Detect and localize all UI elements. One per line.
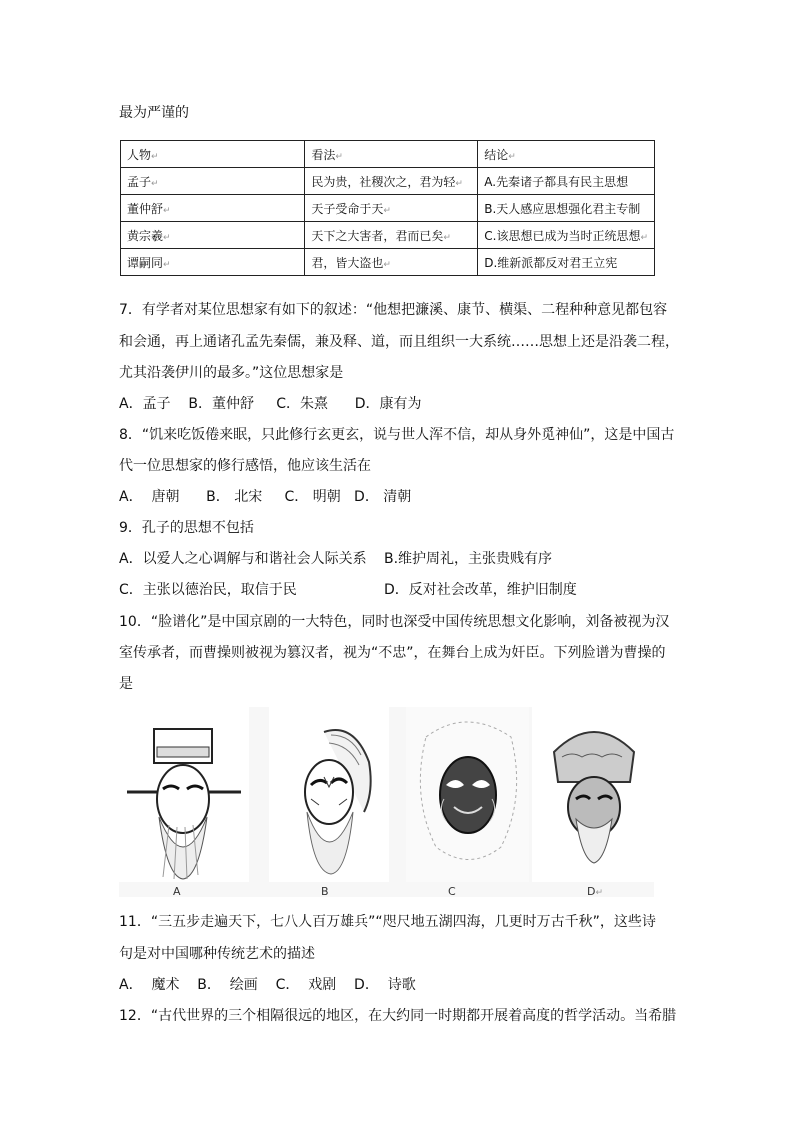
q10-line2: 室传承者，而曹操则被视为篡汉者，视为“不忠”，在舞台上成为奸臣。下列脸谱为曹操的 [119,645,666,661]
q7-line1: 7．有学者对某位思想家有如下的叙述：“他想把濂溪、康节、横渠、二程种种意见都包容 [119,302,668,318]
q9-line1: 9．孔子的思想不包括 [119,520,254,536]
opera-mask-c-image [406,707,529,882]
q10-line3: 是 [119,676,133,692]
q8-line1: 8．“饥来吃饭倦来眠，只此修行玄更玄，说与世人浑不信，却从身外觅神仙”，这是中国古 [119,427,675,443]
table-cell: A.先秦诸子都具有民主思想 [484,174,629,189]
thinker-table [120,140,655,276]
opera-mask-a-image [119,707,249,882]
table-cell: C.该思想已成为当时正统思想 [484,228,641,243]
q8-options: A． 唐朝 B． 北宋 C． 明朝 D． 清朝 [119,489,412,505]
table-header-cell: 看法 [311,147,336,162]
table-header-cell: 结论 [484,147,509,162]
opera-mask-d-image [532,707,654,882]
q8-line2: 代一位思想家的修行感悟，他应该生活在 [119,458,371,474]
q7-options: A．孟子 B．董仲舒 C．朱熹 D．康有为 [119,396,422,412]
q9-option-a: A．以爱人之心调解与和谐社会人际关系 [119,551,367,567]
table-row: 孟子↵ 民为贵，社稷次之，君为轻↵ A.先秦诸子都具有民主思想 [121,168,655,195]
table-cell: 孟子 [127,174,152,189]
opera-mask-b-image [269,707,389,882]
table-cell: 天下之大害者，君而已矣 [311,228,444,243]
table-cell: 董仲舒 [127,201,164,216]
q7-line3: 尤其沿袭伊川的最多。”这位思想家是 [119,365,344,381]
table-cell: 民为贵，社稷次之，君为轻 [311,174,456,189]
table-header-cell: 人物 [127,147,152,162]
opera-mask-images [119,707,654,897]
mask-label-d: D↵ [587,885,604,898]
table-cell: B.天人感应思想强化君主专制 [484,201,641,216]
q10-line1: 10．“脸谱化”是中国京剧的一大特色，同时也深受中国传统思想文化影响，刘备被视为汉 [119,614,670,630]
q9-option-c: C．主张以德治民，取信于民 [119,582,297,598]
table-row: 董仲舒↵ 天子受命于天↵ B.天人感应思想强化君主专制 [121,195,655,222]
table-header-row: 人物↵ 看法↵ 结论↵ [121,141,655,168]
q9-option-d: D．反对社会改革，维护旧制度 [384,582,577,598]
q11-line1: 11．“三五步走遍天下，七八人百万雄兵”“咫尺地五湖四海，几更时万古千秋”，这些诗 [119,914,656,930]
table-cell: 天子受命于天 [311,201,384,216]
q12-line1: 12．“古代世界的三个相隔很远的地区，在大约同一时期都开展着高度的哲学活动。当希腊 [119,1008,677,1024]
intro-text: 最为严谨的 [119,105,189,121]
q11-line2: 句是对中国哪种传统艺术的描述 [119,946,315,962]
mask-label-a: A [173,885,181,898]
table-cell: D.维新派都反对君王立宪 [484,255,618,270]
q9-option-b: B.维护周礼，主张贵贱有序 [384,551,553,567]
table-cell: 黄宗羲 [127,228,164,243]
table-cell: 谭嗣同 [127,255,164,270]
q11-options: A． 魔术 B． 绘画 C． 戏剧 D． 诗歌 [119,977,416,993]
table-row: 谭嗣同↵ 君，皆大盗也↵ D.维新派都反对君王立宪 [121,249,655,276]
mask-label-b: B [321,885,329,898]
table-row: 黄宗羲↵ 天下之大害者，君而已矣↵ C.该思想已成为当时正统思想↵ [121,222,655,249]
q7-line2: 和会通，再上通诸孔孟先秦儒，兼及释、道，而且组织一大系统……思想上还是沿袭二程， [119,334,679,350]
table-cell: 君，皆大盗也 [311,255,384,270]
mask-label-c: C [448,885,456,898]
